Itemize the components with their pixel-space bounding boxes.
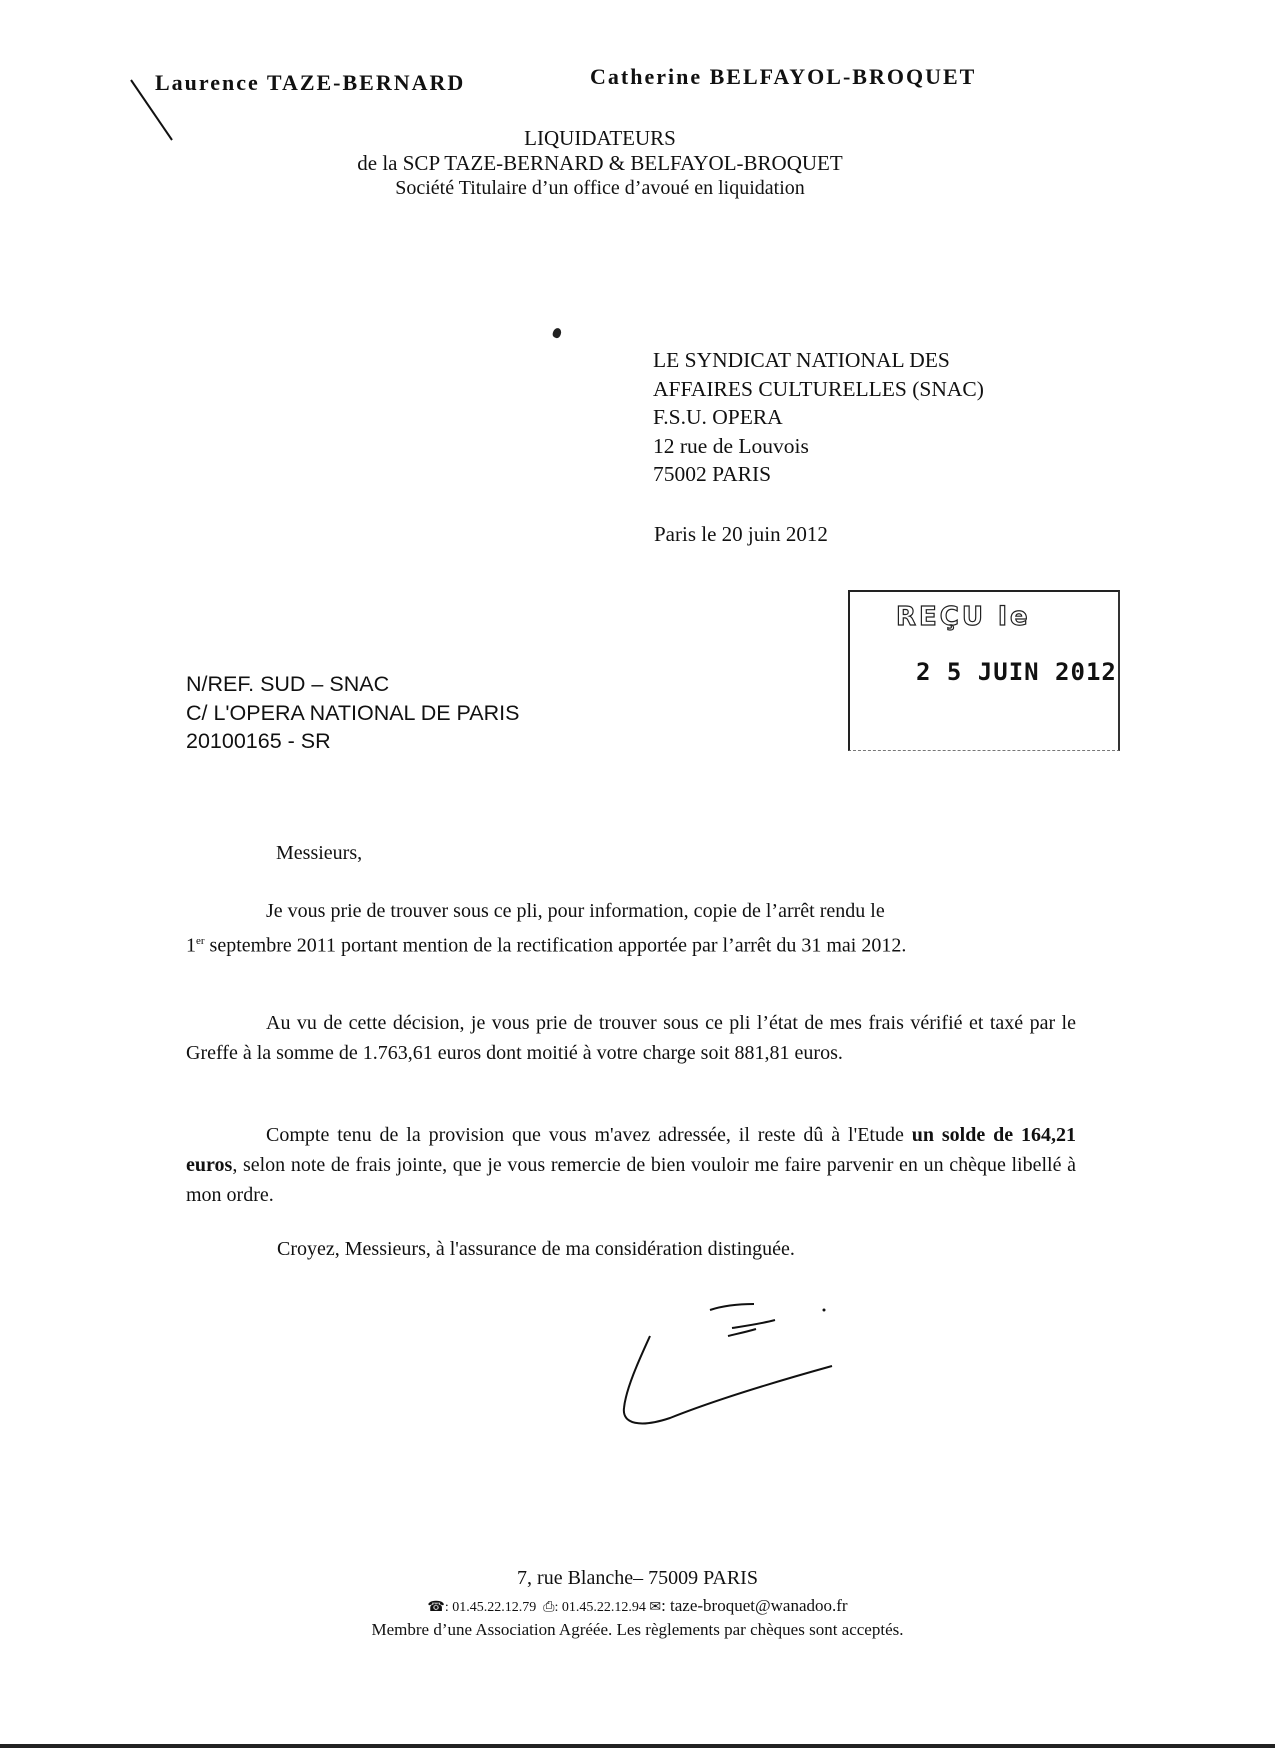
paragraph-text: septembre 2011 portant mention de la rectification apportée par l’arrêt du 31 mai 2012. (204, 934, 907, 957)
closing-formula: Croyez, Messieurs, à l'assurance de ma considération distinguée. (277, 1238, 795, 1260)
letterhead-company: de la SCP TAZE-BERNARD & BELFAYOL-BROQUET (357, 151, 843, 175)
scan-mark (552, 327, 563, 339)
footer-contact (300, 1596, 975, 1616)
reference-block (186, 670, 519, 756)
letterhead-role: LIQUIDATEURS (524, 126, 676, 150)
received-stamp (848, 590, 1120, 751)
fax-icon: ⎙ (543, 1600, 555, 1615)
fax-number: : 01.45.22.12.94 (554, 1600, 646, 1615)
recipient-line: LE SYNDICAT NATIONAL DES (653, 348, 950, 372)
phone-number: : 01.45.22.12.79 (444, 1600, 537, 1615)
body-paragraph-1 (186, 896, 1076, 961)
recipient-line: F.S.U. OPERA (653, 405, 783, 429)
email-address: : taze-broquet@wanadoo.fr (661, 1596, 848, 1615)
footer-membership: Membre d’une Association Agréée. Les règlements par chèques sont acceptés. (371, 1620, 904, 1639)
recipient-line: 12 rue de Louvois (653, 433, 809, 458)
balance-amount: un solde de 164,21 euros (186, 1124, 1077, 1176)
ordinal-suffix: er (196, 935, 205, 947)
phone-icon: ☎ (427, 1600, 445, 1615)
recipient-line: 75002 PARIS (653, 462, 772, 486)
reference-line: N/REF. SUD – SNAC (186, 672, 390, 696)
stamp-date: 2 5 JUIN 2012 (916, 658, 1117, 686)
salutation: Messieurs, (276, 842, 363, 864)
letterhead-description: Société Titulaire d’un office d’avoué en liquidation (395, 177, 805, 199)
letterhead-name-left: Laurence TAZE-BERNARD (155, 70, 466, 95)
paragraph-text: Compte tenu de la provision que vous m'avez adressée, il reste dû à l'Etude (266, 1124, 904, 1146)
ordinal-number: 1 (186, 934, 196, 957)
scan-bottom-edge (0, 1744, 1275, 1748)
letter-date: Paris le 20 juin 2012 (654, 522, 828, 546)
body-paragraph-3 (186, 1120, 1076, 1210)
recipient-address (653, 346, 984, 489)
body-paragraph-2 (186, 1008, 1076, 1068)
reference-line: 20100165 - SR (186, 729, 331, 753)
paragraph-text: Je vous prie de trouver sous ce pli, pour information, copie de l’arrêt rendu le (266, 900, 885, 922)
signature (610, 1298, 850, 1438)
reference-line: C/ L'OPERA NATIONAL DE PARIS (186, 700, 520, 725)
paragraph-text: Au vu de cette décision, je vous prie de trouver sous ce pli l’état de mes frais vérifié et taxé par le Greffe à la somme de 1.763,61 euros dont moitié à votre charge soit 881,81 euros. (186, 1012, 1076, 1064)
stamp-title: REÇU le (896, 602, 1031, 632)
recipient-line: AFFAIRES CULTURELLES (SNAC) (653, 376, 984, 401)
letterhead-name-right: Catherine BELFAYOL-BROQUET (590, 64, 977, 89)
footer-address: 7, rue Blanche– 75009 PARIS (517, 1567, 758, 1589)
envelope-icon: ✉ (649, 1600, 662, 1615)
paragraph-text: , selon note de frais jointe, que je vous remercie de bien vouloir me faire parvenir en un chèque libellé à mon ordre. (186, 1154, 1076, 1206)
